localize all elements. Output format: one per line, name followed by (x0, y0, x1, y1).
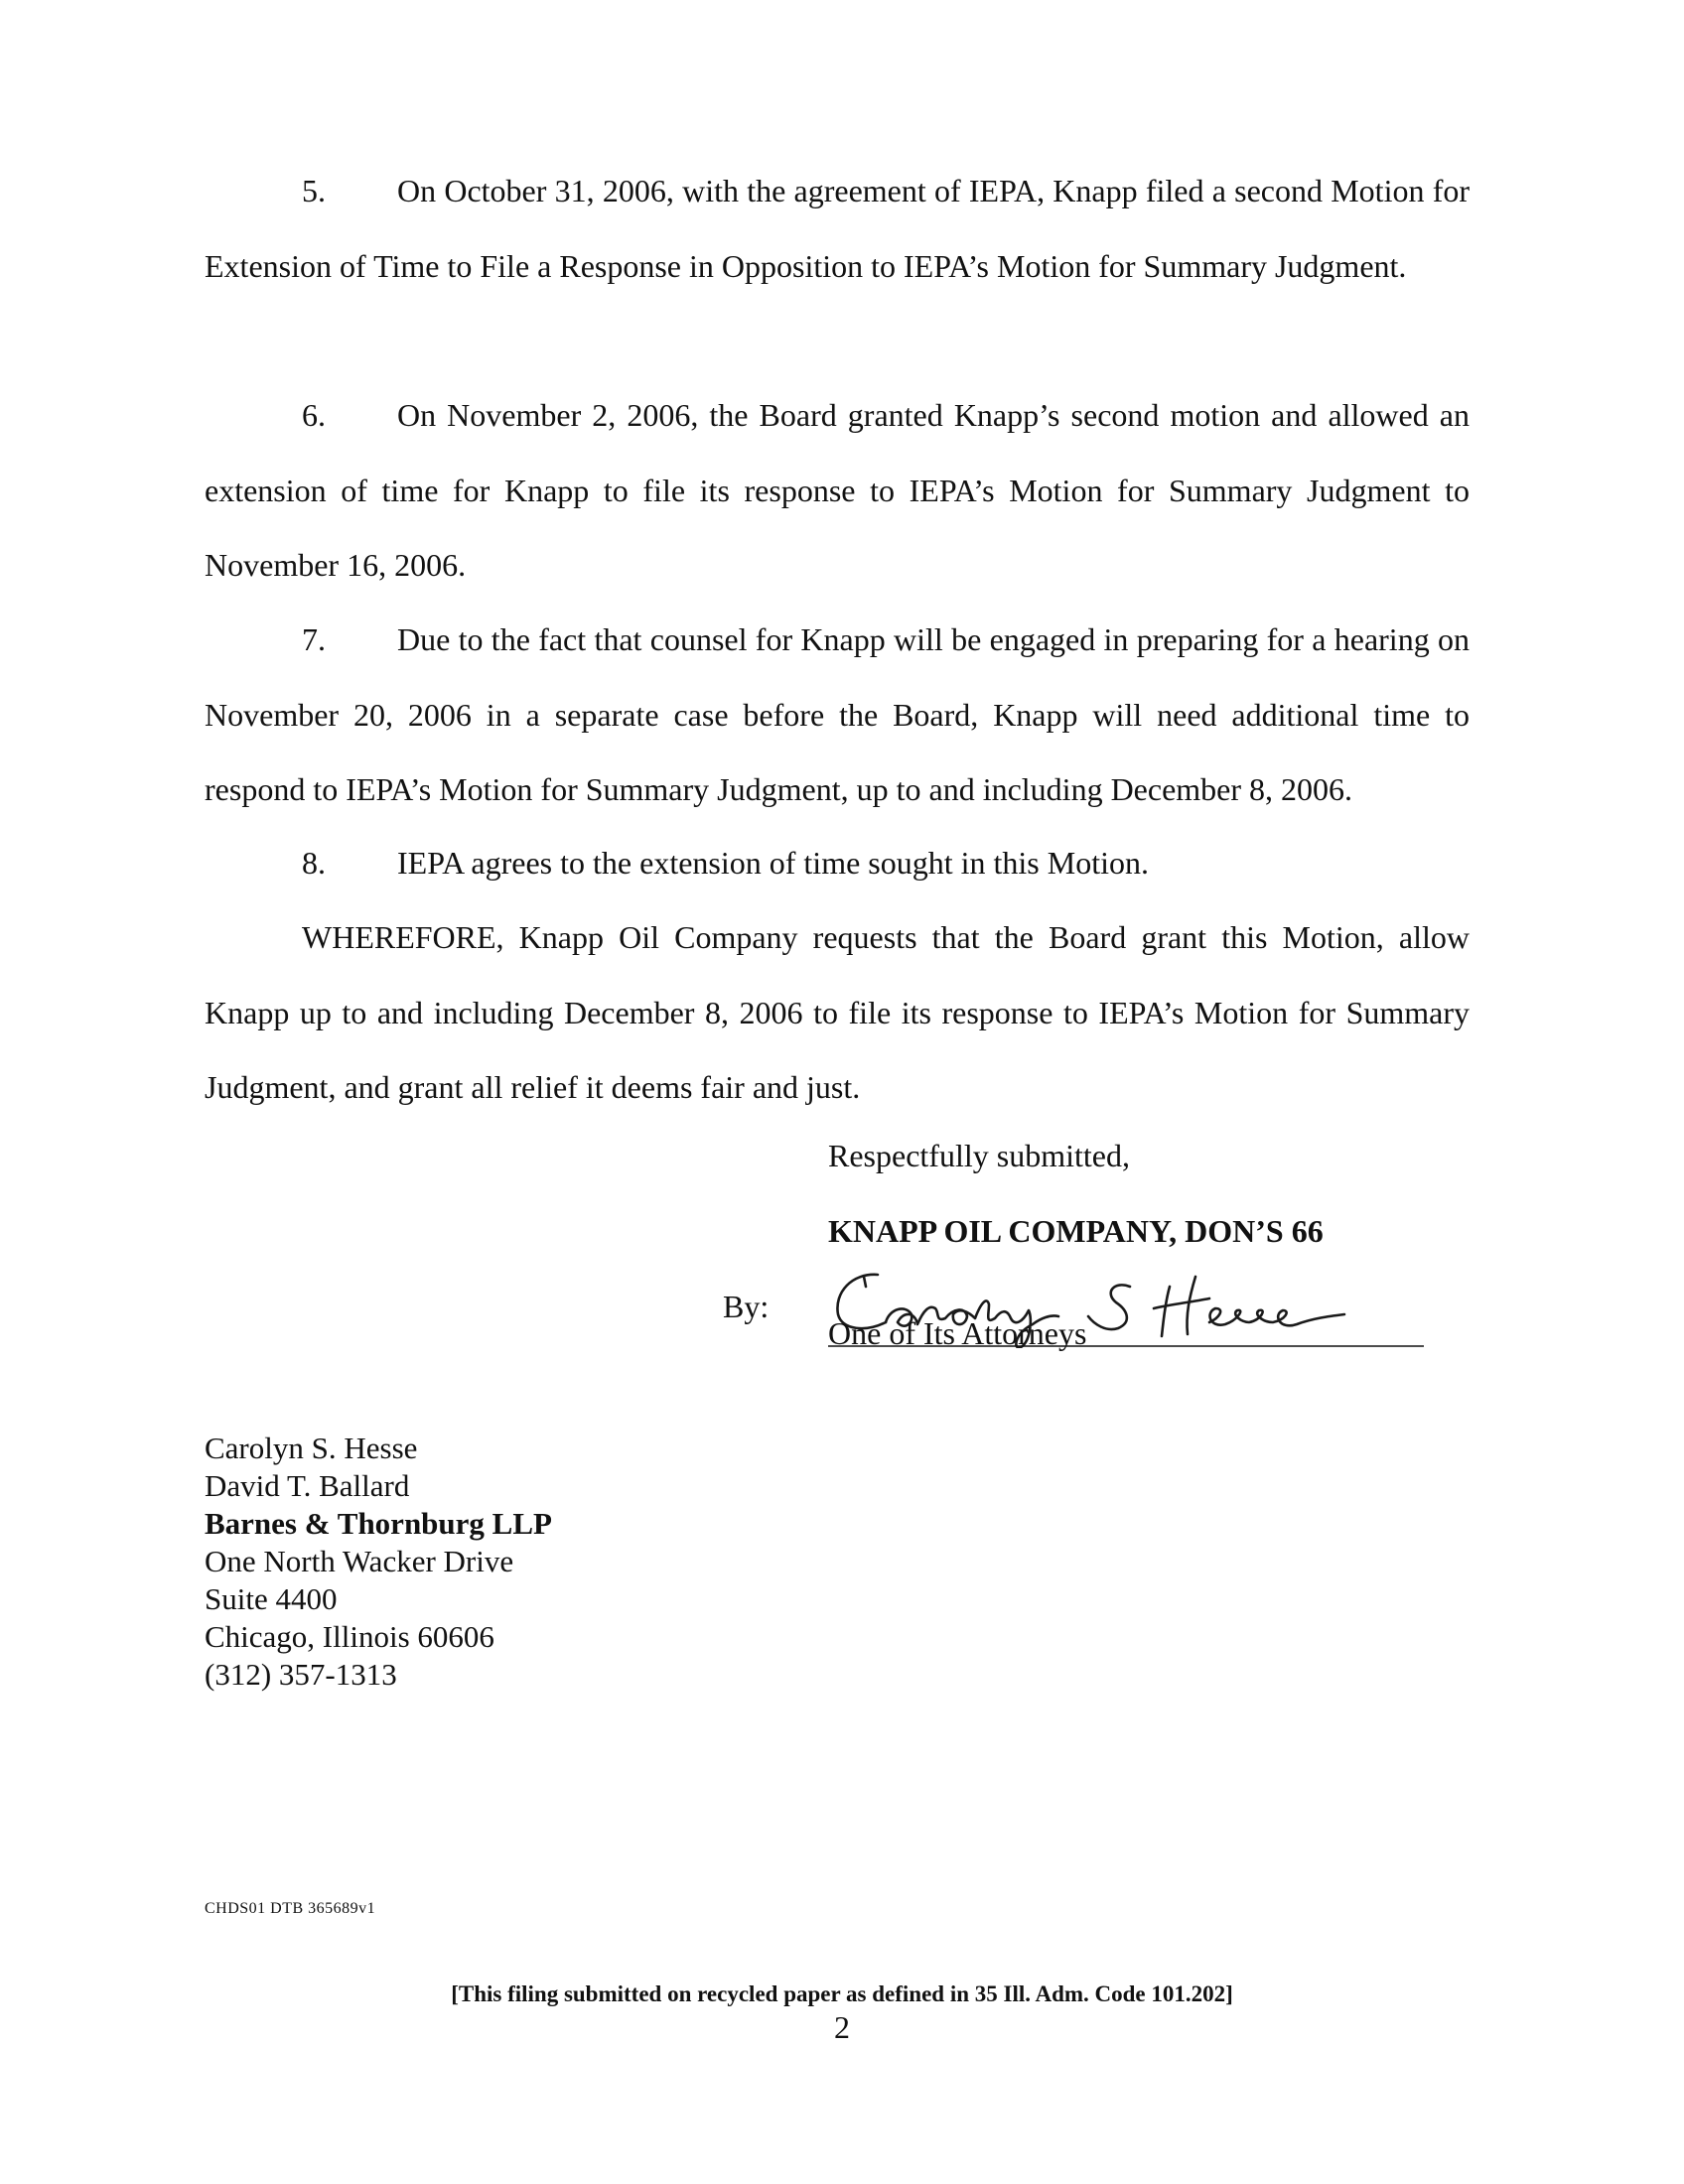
city-state-zip: Chicago, Illinois 60606 (205, 1619, 494, 1654)
attorney-address-block (205, 1430, 552, 1694)
party-name: KNAPP OIL COMPANY, DON’S 66 (828, 1213, 1324, 1249)
attorney-name: Carolyn S. Hesse (205, 1431, 418, 1465)
paragraph-8 (205, 826, 1470, 901)
street-address: One North Wacker Drive (205, 1544, 514, 1578)
paragraph-number: 7. (302, 621, 326, 657)
paragraph-number: 5. (302, 173, 326, 208)
signer-line: One of Its Attorneys (828, 1315, 1087, 1351)
paragraph-number: 8. (302, 845, 326, 881)
law-firm-name: Barnes & Thornburg LLP (205, 1506, 552, 1541)
attorney-name: David T. Ballard (205, 1468, 410, 1503)
phone-number: (312) 357-1313 (205, 1657, 397, 1692)
by-label: By: (723, 1289, 770, 1324)
closing: Respectfully submitted, (828, 1138, 1130, 1173)
paragraph-6 (205, 378, 1470, 604)
paragraph-number: 6. (302, 397, 326, 433)
paragraph-5 (205, 154, 1470, 304)
suite: Suite 4400 (205, 1581, 338, 1616)
paragraph-text: IEPA agrees to the extension of time sought in this Motion. (397, 845, 1149, 881)
page-number: 2 (834, 2009, 850, 2045)
paragraph-7 (205, 603, 1470, 828)
recycled-paper-note: [This filing submitted on recycled paper as defined in 35 Ill. Adm. Code 101.202] (451, 1981, 1233, 2006)
paragraph-text: Due to the fact that counsel for Knapp will be engaged in preparing for a hearing on November 20, 2006 in a separate case before the Board, Knapp will need additional time to respond to IEPA’s Motion for Summary Judgment, up to and including December 8, 2006. (205, 621, 1470, 807)
paragraph-text: On November 2, 2006, the Board granted Knapp’s second motion and allowed an extension of time for Knapp to file its response to IEPA’s Motion for Summary Judgment to November 16, 2006. (205, 397, 1470, 583)
paragraph-text: On October 31, 2006, with the agreement of IEPA, Knapp filed a second Motion for Extension of Time to File a Response in Opposition to IEPA’s Motion for Summary Judgment. (205, 173, 1470, 284)
document-id: CHDS01 DTB 365689v1 (205, 1900, 376, 1917)
wherefore-paragraph: WHEREFORE, Knapp Oil Company requests that the Board grant this Motion, allow Knapp up to and including December 8, 2006 to file its response to IEPA’s Motion for Summary Judgment, and grant all relief it deems fair and just. (205, 919, 1470, 1105)
